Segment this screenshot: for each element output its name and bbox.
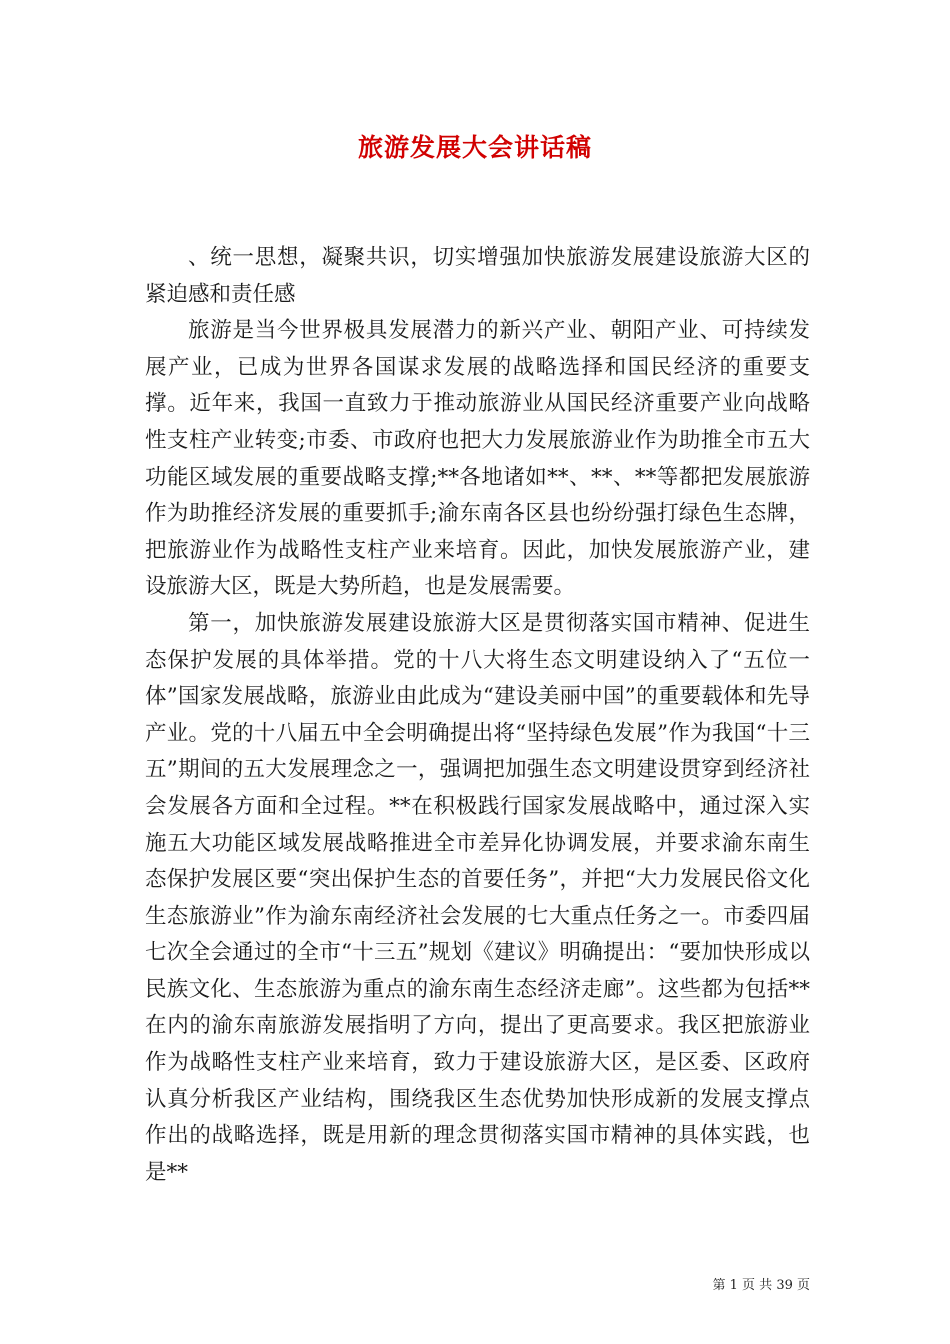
- document-body: [145, 240, 810, 1191]
- document-title: 旅游发展大会讲话稿: [357, 133, 592, 162]
- paragraph-heading: 、统一思想，凝聚共识，切实增强加快旅游发展建设旅游大区的紧迫感和责任感: [145, 245, 810, 307]
- paragraph: 旅游是当今世界极具发展潜力的新兴产业、朝阳产业、可持续发展产业，已成为世界各国谋求发展的战略选择和国民经济的重要支撑。近年来，我国一直致力于推动旅游业从国民经济重要产业向战略性支柱产业转变;市委、市政府也把大力发展旅游业作为助推全市五大功能区域发展的重要战略支撑;**各地诸如**、**、**等都把发展旅游作为助推经济发展的重要抓手;渝东南各区县也纷纷强打绿色生态牌，把旅游业作为战略性支柱产业来培育。因此，加快发展旅游产业，建设旅游大区，既是大势所趋，也是发展需要。: [145, 318, 810, 600]
- paragraph: 第一，加快旅游发展建设旅游大区是贯彻落实国市精神、促进生态保护发展的具体举措。党的十八大将生态文明建设纳入了“五位一体”国家发展战略，旅游业由此成为“建设美丽中国”的重要载体和先导产业。党的十八届五中全会明确提出将“坚持绿色发展”作为我国“十三五”期间的五大发展理念之一，强调把加强生态文明建设贯穿到经济社会发展各方面和全过程。**在积极践行国家发展战略中，通过深入实施五大功能区域发展战略推进全市差异化协调发展，并要求渝东南生态保护发展区要“突出保护生态的首要任务”，并把“大力发展民俗文化生态旅游业”作为渝东南经济社会发展的七大重点任务之一。市委四届七次全会通过的全市“十三五”规划《建议》明确提出：“要加快形成以民族文化、生态旅游为重点的渝东南生态经济走廊”。这些都为包括**在内的渝东南旅游发展指明了方向，提出了更高要求。我区把旅游业作为战略性支柱产业来培育，致力于建设旅游大区，是区委、区政府认真分析我区产业结构，围绕我区生态优势加快形成新的发展支撑点作出的战略选择，既是用新的理念贯彻落实国市精神的具体实践，也是**: [145, 610, 810, 1185]
- page-number: 第 1 页 共 39 页: [712, 1278, 810, 1293]
